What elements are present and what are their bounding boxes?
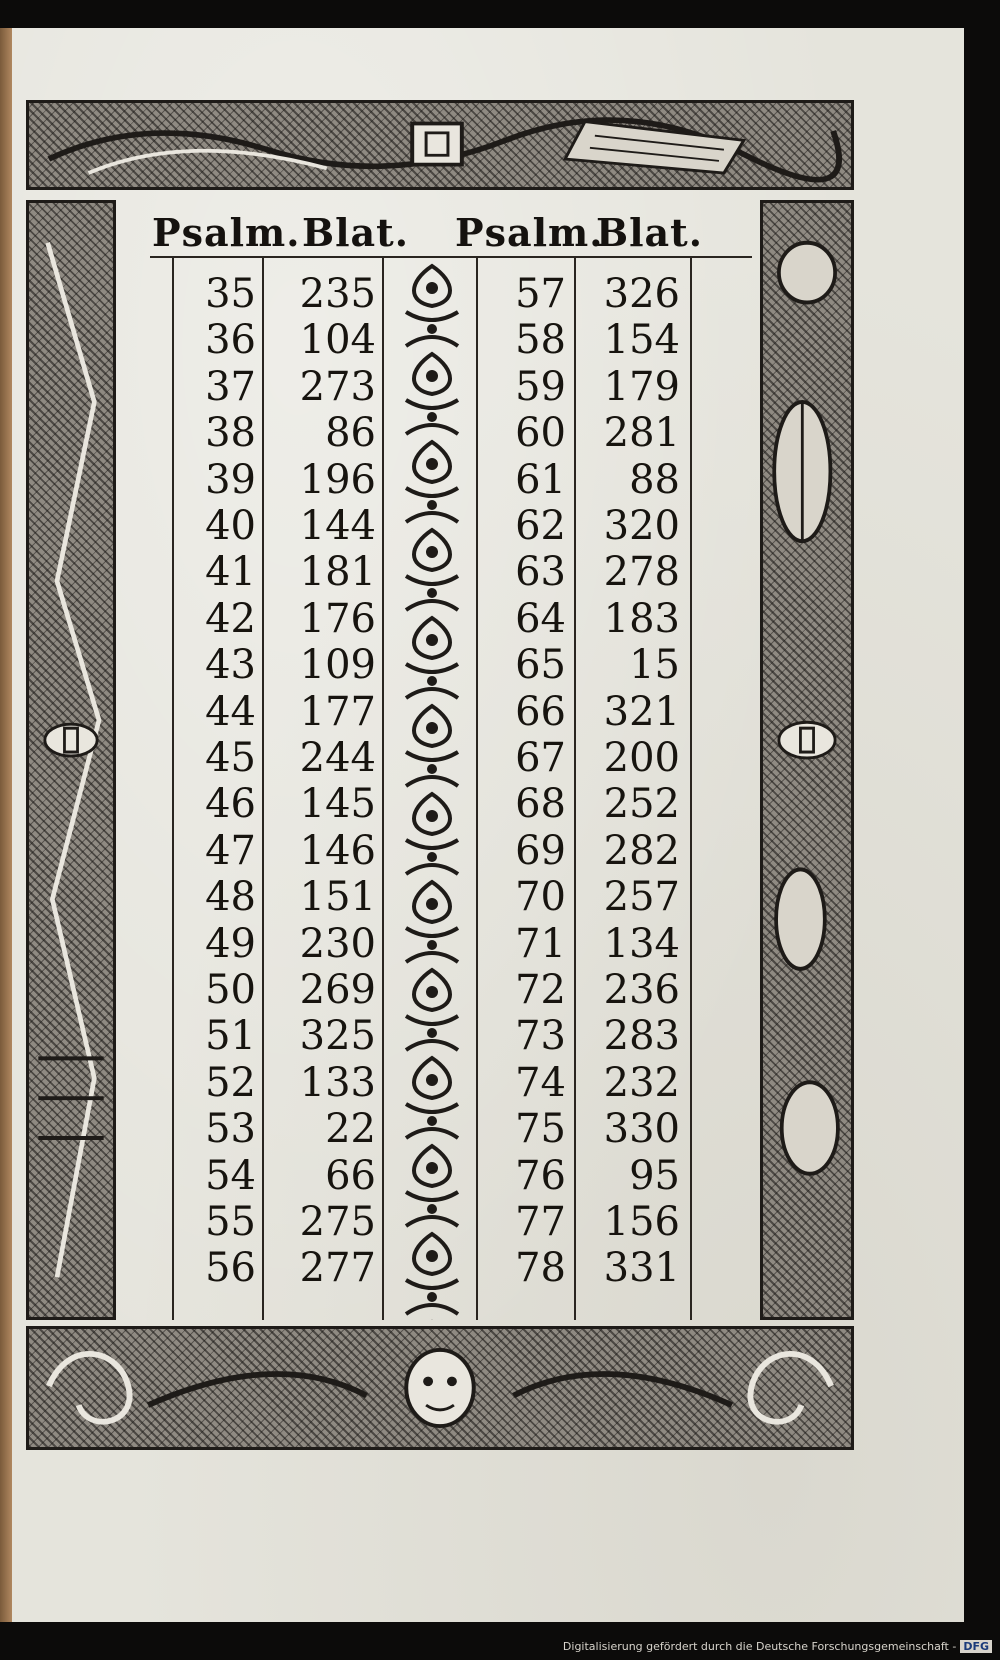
- page-number: 277: [299, 1245, 376, 1292]
- dfg-logo: DFG: [960, 1640, 992, 1653]
- column-rule: [262, 258, 264, 1320]
- page-number: 232: [603, 1059, 680, 1106]
- page-number: 236: [603, 967, 680, 1013]
- psalm-number: 44: [205, 688, 256, 735]
- floral-motif-icon: [406, 706, 458, 786]
- page-number: 88: [629, 456, 680, 503]
- psalm-number: 47: [205, 827, 256, 874]
- psalm-number: 72: [515, 967, 566, 1013]
- psalm-number: 65: [515, 642, 566, 689]
- page-number: 257: [603, 874, 680, 921]
- floral-motif-icon: [406, 1234, 458, 1314]
- page-number: 145: [299, 781, 376, 828]
- psalm-number: 64: [515, 595, 566, 642]
- psalm-number: 55: [205, 1199, 256, 1245]
- floral-divider-icon: [398, 262, 466, 1320]
- page-number: 230: [299, 920, 376, 967]
- floral-motif-icon: [406, 618, 458, 698]
- floral-motif-icon: [406, 1058, 458, 1138]
- page-number: 144: [299, 503, 376, 549]
- page-number: 22: [325, 1106, 376, 1153]
- column-rule: [172, 258, 174, 1320]
- grotesque-face-ornament-icon: [29, 1329, 851, 1447]
- page-number: 154: [603, 317, 680, 364]
- header-psalm-left: Psalm.: [152, 210, 301, 255]
- page-number: 283: [603, 1013, 680, 1060]
- page-number: 151: [299, 874, 376, 921]
- woodcut-border-left: [26, 200, 116, 1320]
- woodcut-border-top: [26, 100, 854, 190]
- psalm-number: 45: [205, 735, 256, 781]
- digitization-credit: [563, 1640, 992, 1653]
- page-number: 244: [299, 735, 376, 781]
- page-number: 252: [603, 781, 680, 828]
- page-number: 176: [299, 595, 376, 642]
- page-number: 330: [603, 1106, 680, 1153]
- psalm-number: 40: [205, 503, 256, 549]
- psalm-number: 76: [515, 1152, 566, 1199]
- page-number: 281: [603, 410, 680, 457]
- psalm-number: 60: [515, 410, 566, 457]
- psalm-number: 67: [515, 735, 566, 781]
- floral-motif-icon: [406, 970, 458, 1050]
- floral-motif-icon: [406, 794, 458, 874]
- page-number: 95: [629, 1152, 680, 1199]
- psalm-number: 77: [515, 1199, 566, 1245]
- page-number: 104: [299, 317, 376, 364]
- psalm-number: 75: [515, 1106, 566, 1153]
- page-number: 200: [603, 735, 680, 781]
- psalm-number: 70: [515, 874, 566, 921]
- header-rule: [150, 256, 752, 258]
- page-number: 146: [299, 827, 376, 874]
- psalm-number: 74: [515, 1059, 566, 1106]
- psalm-number: 58: [515, 317, 566, 364]
- floral-motif-icon: [406, 266, 458, 346]
- page-number: 320: [603, 503, 680, 549]
- psalm-number: 68: [515, 781, 566, 828]
- woodcut-border-right: [760, 200, 854, 1320]
- psalm-number: 61: [515, 456, 566, 503]
- psalm-number: 54: [205, 1152, 256, 1199]
- psalm-number: 39: [205, 456, 256, 503]
- psalm-number: 73: [515, 1013, 566, 1060]
- psalm-number: 42: [205, 595, 256, 642]
- page-number: 273: [299, 363, 376, 410]
- page-number: 109: [299, 642, 376, 689]
- book-spine-edge: [0, 28, 12, 1622]
- woodcut-border-bottom: [26, 1326, 854, 1450]
- psalm-number: 51: [205, 1013, 256, 1060]
- column-rule: [574, 258, 576, 1320]
- column-rule: [382, 258, 384, 1320]
- floral-motif-icon: [406, 442, 458, 522]
- page-number: 282: [603, 827, 680, 874]
- psalm-number: 56: [205, 1245, 256, 1292]
- psalm-number: 48: [205, 874, 256, 921]
- psalm-number: 66: [515, 688, 566, 735]
- page-number: 235: [299, 271, 376, 317]
- psalm-number: 62: [515, 503, 566, 549]
- page-number: 269: [299, 967, 376, 1013]
- floral-motif-icon: [406, 1146, 458, 1226]
- header-psalm-right: Psalm.: [455, 210, 604, 255]
- page-number: 177: [299, 688, 376, 735]
- page-number: 15: [629, 642, 680, 689]
- column-rule: [690, 258, 692, 1320]
- header-blat-left: Blat.: [302, 210, 409, 255]
- credit-text: Digitalisierung gefördert durch die Deutsche Forschungsgemeinschaft -: [562, 1640, 957, 1653]
- page-number: 86: [325, 410, 376, 457]
- page-number: 179: [603, 363, 680, 410]
- psalm-number: 52: [205, 1059, 256, 1106]
- page-number: 196: [299, 456, 376, 503]
- page-number: 181: [299, 549, 376, 596]
- psalm-number: 36: [205, 317, 256, 364]
- page-number: 133: [299, 1059, 376, 1106]
- psalm-number: 69: [515, 827, 566, 874]
- psalm-number: 38: [205, 410, 256, 457]
- instrument-ornament-icon: [29, 203, 113, 1317]
- psalm-number: 49: [205, 920, 256, 967]
- page-number: 275: [299, 1199, 376, 1245]
- psalm-number: 78: [515, 1245, 566, 1292]
- header-blat-right: Blat.: [596, 210, 703, 255]
- psalm-number: 57: [515, 271, 566, 317]
- psalm-number: 71: [515, 920, 566, 967]
- psalm-number: 35: [205, 271, 256, 317]
- psalm-number: 43: [205, 642, 256, 689]
- psalm-number: 63: [515, 549, 566, 596]
- psalm-number: 37: [205, 363, 256, 410]
- floral-motif-icon: [406, 530, 458, 610]
- floral-motif-icon: [406, 882, 458, 962]
- psalm-number: 53: [205, 1106, 256, 1153]
- page-number: 321: [603, 688, 680, 735]
- page-number: 278: [603, 549, 680, 596]
- page-number: 156: [603, 1199, 680, 1245]
- page-number: 183: [603, 595, 680, 642]
- column-rule: [476, 258, 478, 1320]
- page-number: 326: [603, 271, 680, 317]
- page-number: 331: [603, 1245, 680, 1292]
- psalm-number: 50: [205, 967, 256, 1013]
- floral-motif-icon: [406, 354, 458, 434]
- instrument-ornament-icon: [29, 103, 851, 187]
- psalm-number: 59: [515, 363, 566, 410]
- psalm-number: 46: [205, 781, 256, 828]
- page-number: 66: [325, 1152, 376, 1199]
- psalm-number: 41: [205, 549, 256, 596]
- instrument-ornament-icon: [763, 203, 851, 1317]
- page-number: 325: [299, 1013, 376, 1060]
- page-number: 134: [603, 920, 680, 967]
